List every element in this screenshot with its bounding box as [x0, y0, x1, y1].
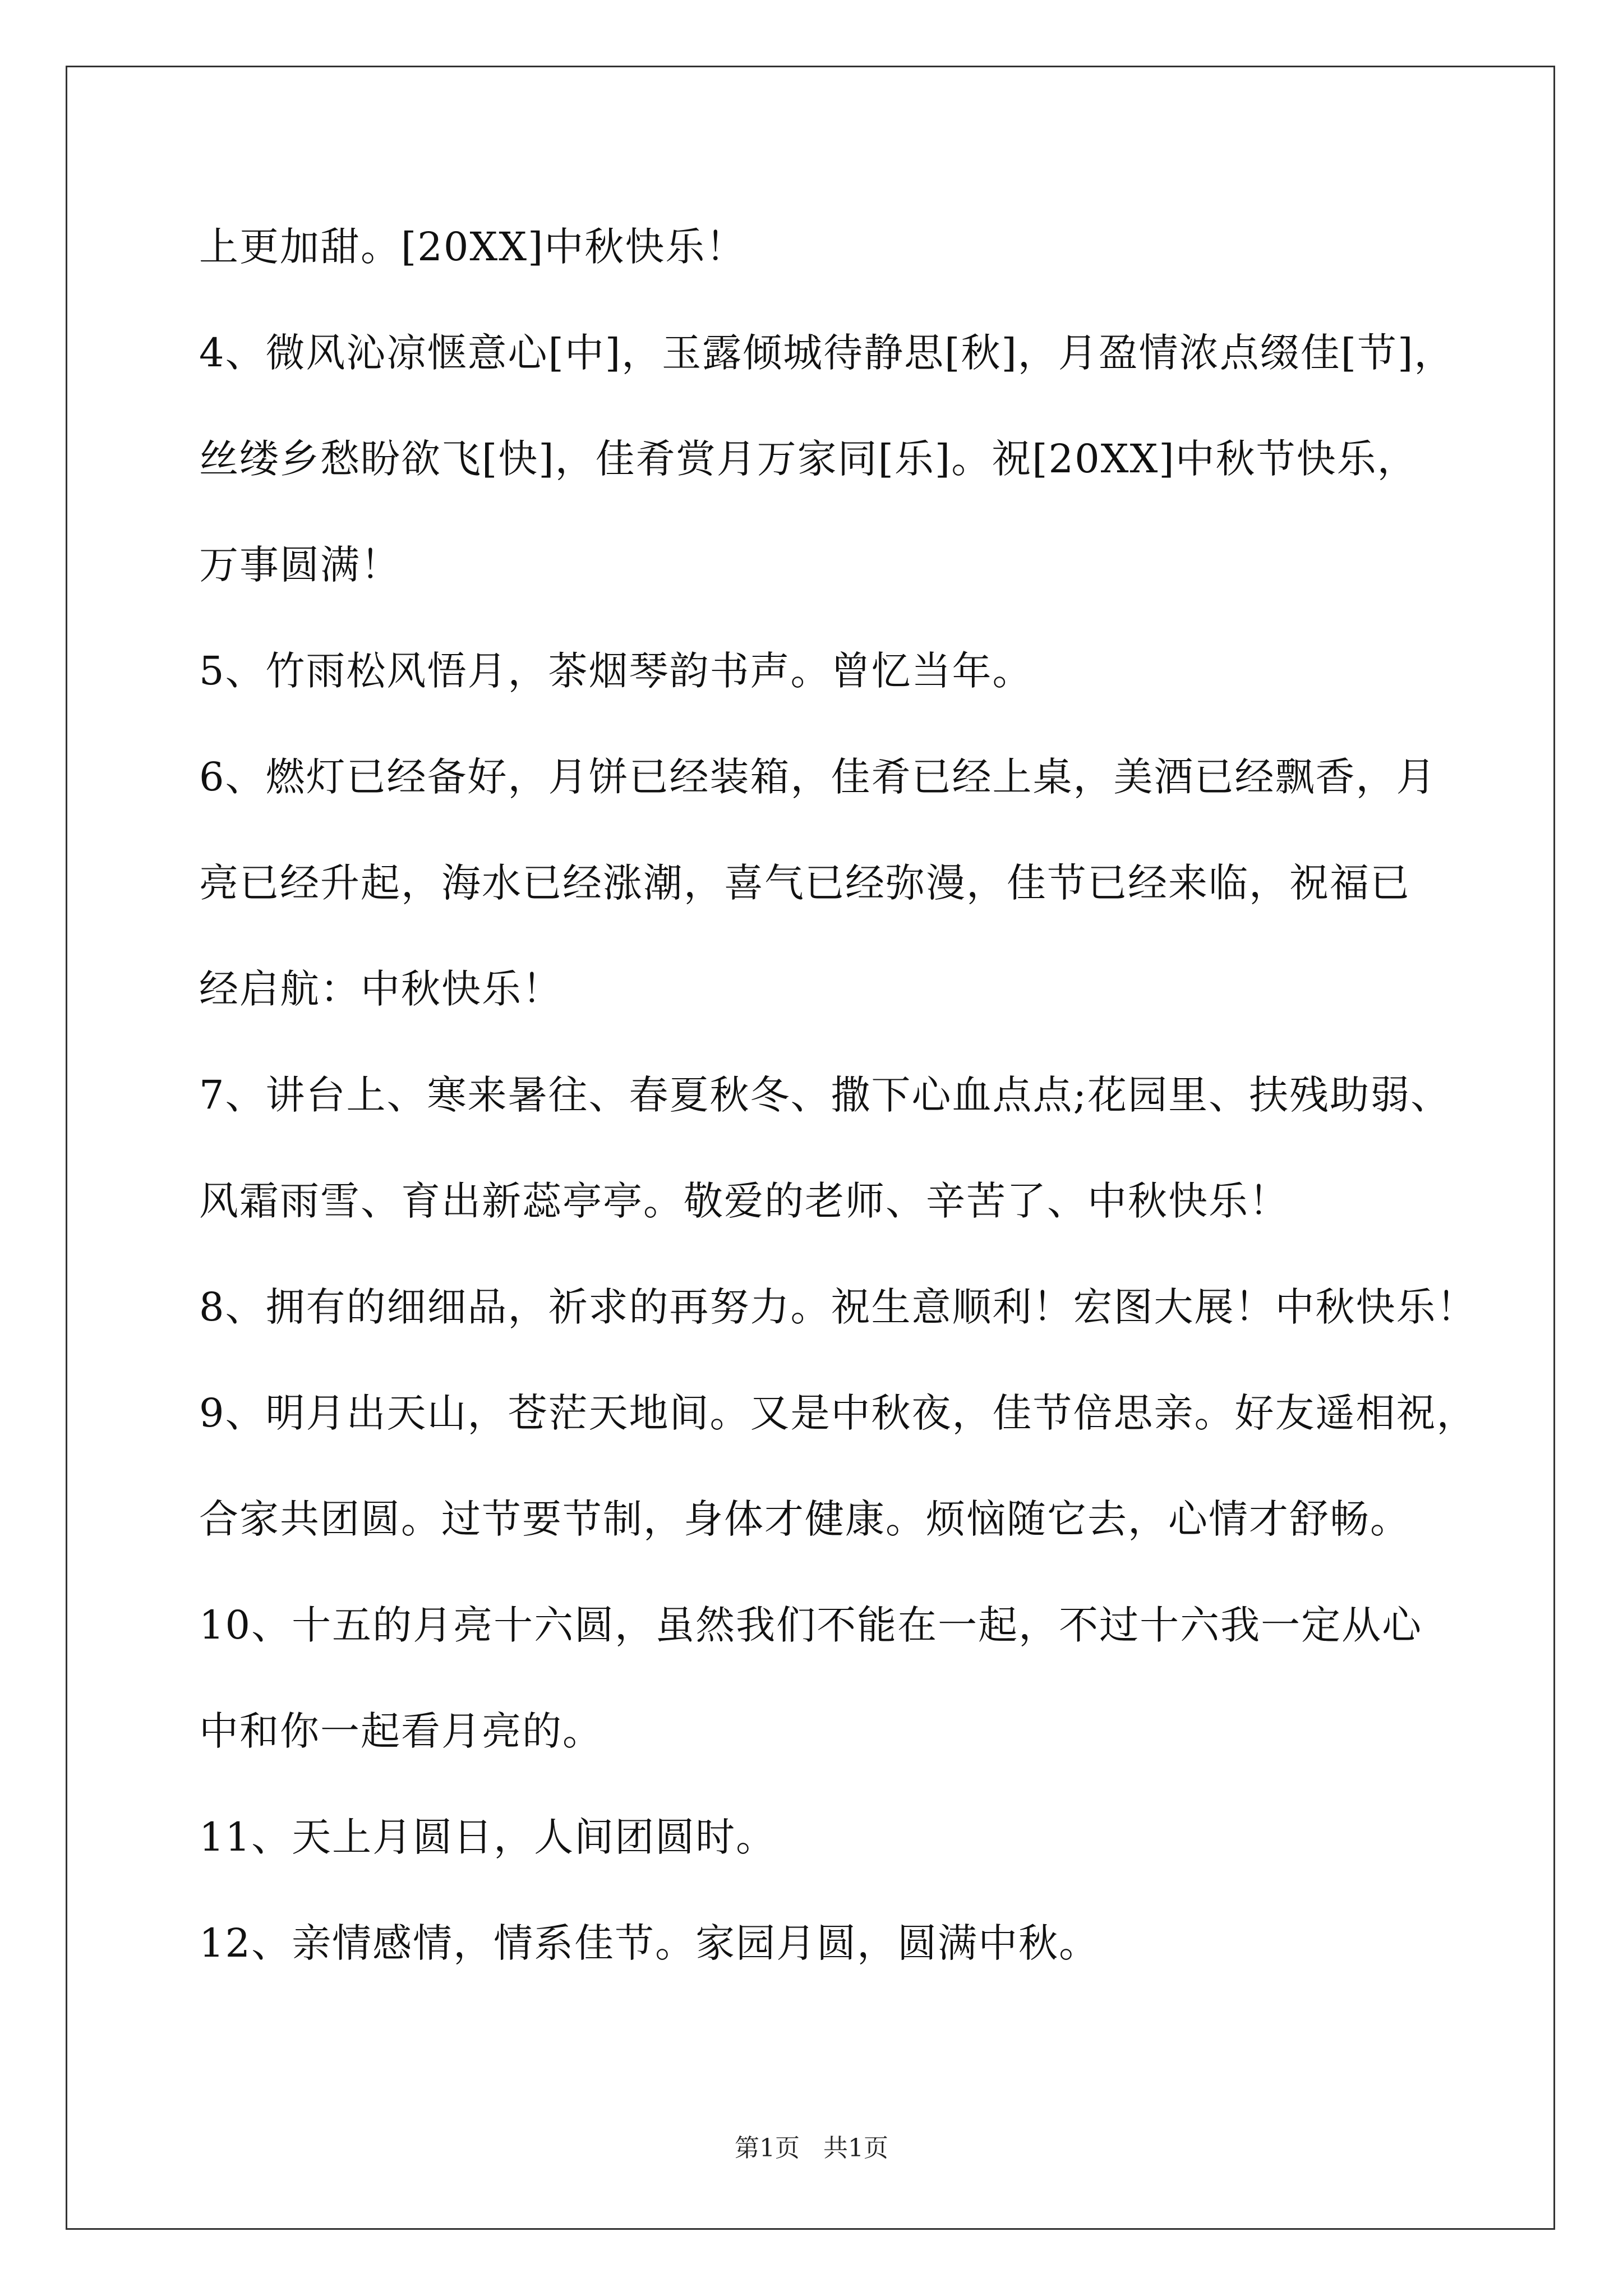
text-line: 8、拥有的细细品，祈求的再努力。祝生意顺利！宏图大展！中秋快乐！ [199, 1284, 1477, 1330]
text-line: 12、亲情感情，情系佳节。家园月圆，圆满中秋。 [199, 1920, 1100, 1966]
text-line: 4、微风沁凉惬意心[中]，玉露倾城待静思[秋]，月盈情浓点缀佳[节]， [199, 330, 1455, 376]
page-number-footer: 第1页 共1页 [735, 2134, 888, 2162]
text-line: 合家共团圆。过节要节制，身体才健康。烦恼随它去，心情才舒畅。 [199, 1496, 1410, 1542]
text-line: 亮已经升起，海水已经涨潮，喜气已经弥漫，佳节已经来临，祝福已 [199, 860, 1410, 906]
text-line: 7、讲台上、寒来暑往、春夏秋冬、撒下心血点点;花园里、扶残助弱、 [199, 1072, 1451, 1118]
text-line: 中和你一起看月亮的。 [199, 1708, 603, 1754]
text-line: 5、竹雨松风悟月，茶烟琴韵书声。曾忆当年。 [199, 648, 1033, 694]
text-line: 9、明月出天山，苍茫天地间。又是中秋夜，佳节倍思亲。好友遥相祝， [199, 1390, 1477, 1436]
document-body [199, 213, 1489, 2016]
text-line: 风霜雨雪、育出新蕊亭亭。敬爱的老师、辛苦了、中秋快乐！ [199, 1178, 1289, 1224]
text-line: 经启航：中秋快乐！ [199, 966, 562, 1012]
text-line: 11、天上月圆日，人间团圆时。 [199, 1814, 777, 1860]
text-line: 万事圆满！ [199, 542, 401, 588]
text-line: 丝缕乡愁盼欲飞[快]，佳肴赏月万家同[乐]。祝[20XX]中秋节快乐， [199, 436, 1418, 482]
text-line: 10、十五的月亮十六圆，虽然我们不能在一起，不过十六我一定从心 [199, 1602, 1423, 1648]
text-line: 上更加甜。[20XX]中秋快乐！ [199, 224, 746, 270]
text-line: 6、燃灯已经备好，月饼已经装箱，佳肴已经上桌，美酒已经飘香，月 [199, 754, 1437, 800]
